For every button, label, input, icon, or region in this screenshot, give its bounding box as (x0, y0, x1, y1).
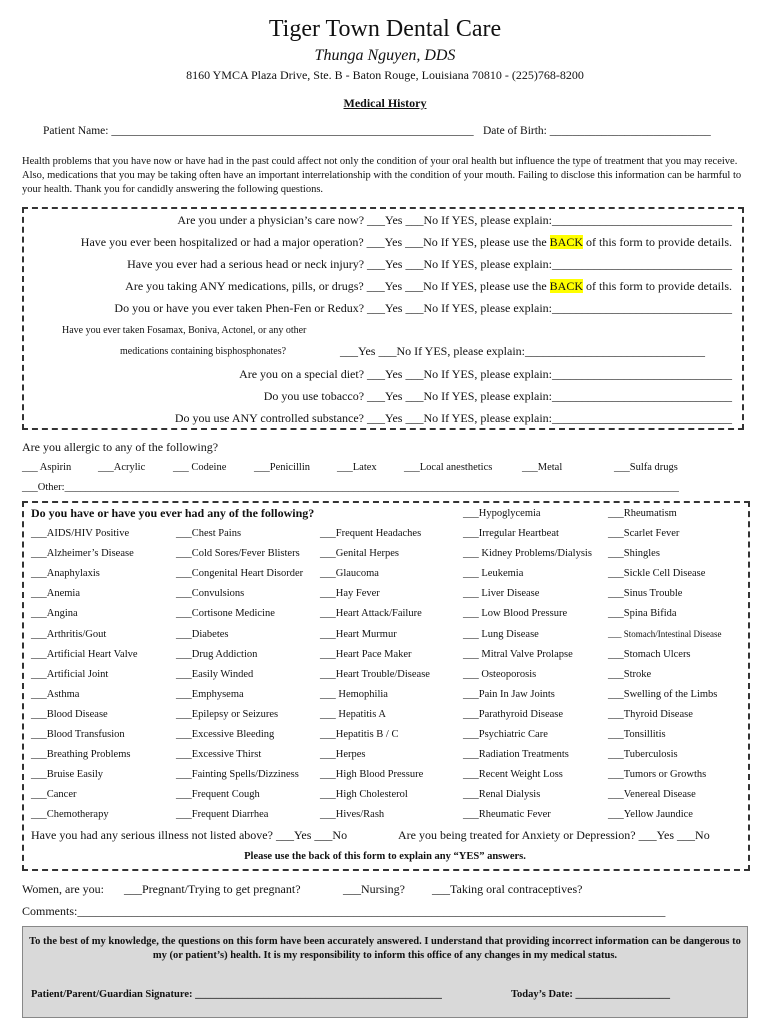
question-head-injury[interactable]: Have you ever had a serious head or neck injury? ___Yes ___No If YES, please explain:______________________________ (127, 257, 732, 271)
condition-checkbox[interactable]: ___Glaucoma (320, 568, 379, 580)
condition-checkbox[interactable]: ___Breathing Problems (31, 749, 131, 761)
attestation-box (22, 926, 748, 1018)
condition-checkbox[interactable]: ___Alzheimer’s Disease (31, 548, 134, 560)
question-hospitalized[interactable] (81, 235, 732, 250)
condition-checkbox[interactable]: ___Diabetes (176, 628, 229, 640)
condition-checkbox[interactable]: ___Excessive Thirst (176, 749, 262, 761)
question-bisphosphonates-line1: Have you ever taken Fosamax, Boniva, Actonel, or any other (62, 325, 307, 336)
allergy-metal[interactable]: ___Metal (522, 462, 563, 473)
condition-checkbox[interactable]: ___Frequent Diarrhea (176, 809, 269, 821)
allergy-question: Are you allergic to any of the following? (22, 440, 219, 454)
question-serious-illness[interactable]: Have you had any serious illness not listed above? ___Yes ___No (31, 828, 348, 842)
condition-checkbox[interactable]: ___Renal Dialysis (463, 789, 541, 801)
condition-checkbox[interactable]: ___Shingles (608, 548, 660, 560)
attestation-text: To the best of my knowledge, the questions on this form have been accurately answered. I understand that providing incorrect information can be dangerous to my (or patient’s) health. It is my responsibility to inform this office of any changes in my medical status. (29, 936, 741, 961)
condition-checkbox[interactable]: ___Heart Attack/Failure (320, 608, 422, 620)
condition-checkbox[interactable]: ___Genital Herpes (320, 548, 400, 560)
condition-checkbox[interactable]: ___Tumors or Growths (608, 769, 707, 781)
allergy-acrylic[interactable]: ___Acrylic (98, 462, 146, 473)
condition-checkbox[interactable]: ___Cortisone Medicine (176, 608, 275, 620)
condition-checkbox[interactable]: ___ Lung Disease (463, 628, 539, 640)
condition-checkbox[interactable]: ___Tonsillitis (608, 729, 666, 740)
condition-checkbox[interactable]: ___ Hepatitis A (320, 708, 386, 720)
condition-checkbox[interactable]: ___Chemotherapy (31, 809, 109, 821)
condition-checkbox[interactable]: ___Recent Weight Loss (463, 769, 563, 781)
condition-checkbox[interactable]: ___Spina Bifida (608, 608, 677, 620)
conditions-heading: Do you have or have you ever had any of the following? (31, 506, 315, 520)
condition-checkbox[interactable]: ___Artificial Heart Valve (31, 648, 138, 660)
question-anxiety-depression[interactable]: Are you being treated for Anxiety or Depression? ___Yes ___No (398, 828, 710, 842)
condition-checkbox[interactable]: ___Hepatitis B / C (320, 729, 399, 740)
back-highlight: BACK (549, 279, 584, 293)
practice-address: 8160 YMCA Plaza Drive, Ste. B - Baton Rouge, Louisiana 70810 - (225)768-8200 (186, 68, 584, 82)
condition-checkbox[interactable]: ___High Blood Pressure (320, 769, 424, 781)
todays-date-field[interactable]: Today’s Date: __________________ (511, 989, 671, 1000)
condition-checkbox[interactable]: ___Stomach Ulcers (608, 648, 691, 660)
condition-checkbox[interactable]: ___Angina (31, 608, 78, 620)
question-tobacco[interactable]: Do you use tobacco? ___Yes ___No If YES, please explain:______________________________ (263, 389, 732, 403)
condition-checkbox[interactable]: ___Epilepsy or Seizures (176, 708, 279, 720)
signature-field[interactable]: Patient/Parent/Guardian Signature: _______________________________________________ (31, 989, 442, 1000)
condition-checkbox[interactable]: ___Excessive Bleeding (176, 729, 275, 740)
question-bisphosphonates-line2: medications containing bisphosphonates? (120, 346, 287, 357)
condition-checkbox[interactable]: ___Hives/Rash (320, 809, 385, 821)
comments-field[interactable]: Comments:__________________________________________________________________________________________________ (22, 904, 666, 918)
condition-checkbox[interactable]: ___Convulsions (176, 588, 245, 600)
condition-checkbox[interactable]: ___ Liver Disease (463, 588, 540, 600)
allergy-local-anesthetics[interactable]: ___Local anesthetics (404, 462, 493, 473)
patient-name-field[interactable]: Patient Name: _______________________________________________________________ (43, 125, 474, 137)
condition-checkbox[interactable]: ___Asthma (31, 688, 80, 700)
question-bisphosphonates-answer[interactable]: ___Yes ___No If YES, please explain:______________________________ (340, 344, 705, 358)
condition-checkbox[interactable]: ___Yellow Jaundice (608, 809, 693, 821)
question-physician-care[interactable]: Are you under a physician’s care now? ___Yes ___No If YES, please explain:______________________________ (177, 213, 732, 227)
condition-checkbox[interactable]: ___Drug Addiction (176, 648, 258, 660)
condition-hypoglycemia[interactable]: ___Hypoglycemia (463, 508, 541, 519)
question-special-diet[interactable]: Are you on a special diet? ___Yes ___No If YES, please explain:______________________________ (239, 367, 732, 381)
condition-checkbox[interactable]: ___Heart Trouble/Disease (320, 668, 430, 680)
women-contraceptives[interactable]: ___Taking oral contraceptives? (432, 882, 583, 896)
condition-checkbox[interactable]: ___Parathyroid Disease (463, 708, 564, 720)
allergy-latex[interactable]: ___Latex (337, 462, 377, 473)
condition-checkbox[interactable]: ___Congenital Heart Disorder (176, 568, 304, 580)
condition-checkbox[interactable]: ___Heart Pace Maker (320, 648, 412, 660)
condition-rheumatism[interactable]: ___Rheumatism (608, 508, 677, 519)
condition-checkbox[interactable]: ___Irregular Heartbeat (463, 528, 559, 539)
condition-checkbox[interactable]: ___Easily Winded (176, 668, 254, 680)
condition-checkbox[interactable]: ___Anemia (31, 588, 80, 600)
condition-checkbox[interactable]: ___ Stomach/Intestinal Disease (608, 628, 722, 639)
condition-checkbox[interactable]: ___Chest Pains (176, 528, 242, 539)
condition-checkbox[interactable]: ___ Leukemia (463, 568, 524, 580)
condition-checkbox[interactable]: ___Swelling of the Limbs (608, 688, 718, 700)
condition-checkbox[interactable]: ___Stroke (608, 668, 652, 680)
condition-checkbox[interactable]: ___Herpes (320, 749, 366, 761)
condition-checkbox[interactable]: ___ Mitral Valve Prolapse (463, 648, 573, 660)
condition-checkbox[interactable]: ___Cold Sores/Fever Blisters (176, 548, 300, 560)
women-pregnant[interactable]: ___Pregnant/Trying to get pregnant? (124, 882, 301, 896)
condition-checkbox[interactable]: ___Sinus Trouble (608, 588, 683, 600)
explain-yes-note: Please use the back of this form to explain any “YES” answers. (244, 851, 526, 862)
condition-checkbox[interactable]: ___Anaphylaxis (31, 568, 100, 580)
condition-checkbox[interactable]: ___Sickle Cell Disease (608, 568, 706, 580)
condition-checkbox[interactable]: ___Blood Transfusion (31, 729, 125, 740)
question-medications-text: Are you taking ANY medications, pills, or drugs? ___Yes ___No If YES, please use the (125, 279, 550, 293)
condition-checkbox[interactable]: ___ Kidney Problems/Dialysis (463, 548, 592, 560)
practice-name: Tiger Town Dental Care (268, 16, 502, 42)
question-medications[interactable] (125, 279, 732, 294)
allergy-penicillin[interactable]: ___Penicillin (254, 462, 310, 473)
condition-checkbox[interactable]: ___Cancer (31, 789, 77, 801)
question-phen-fen[interactable]: Do you or have you ever taken Phen-Fen or Redux? ___Yes ___No If YES, please explain:______________________________ (114, 301, 732, 315)
condition-checkbox[interactable]: ___Tuberculosis (608, 749, 678, 761)
condition-checkbox[interactable]: ___AIDS/HIV Positive (31, 528, 130, 539)
condition-checkbox[interactable]: ___Emphysema (176, 688, 244, 700)
condition-checkbox[interactable]: ___ Low Blood Pressure (463, 608, 568, 620)
condition-checkbox[interactable]: ___Bruise Easily (31, 769, 104, 781)
condition-checkbox[interactable]: ___ Osteoporosis (463, 668, 537, 680)
allergy-aspirin[interactable]: ___ Aspirin (22, 462, 72, 473)
question-medications-tail: of this form to provide details. (583, 279, 732, 293)
doctor-name: Thunga Nguyen, DDS (314, 47, 456, 64)
condition-checkbox[interactable]: ___Rheumatic Fever (463, 809, 551, 821)
condition-checkbox[interactable]: ___Frequent Headaches (320, 528, 422, 539)
condition-checkbox[interactable]: ___Pain In Jaw Joints (463, 688, 555, 700)
condition-checkbox[interactable]: ___High Cholesterol (320, 789, 408, 801)
condition-checkbox[interactable]: ___Arthritis/Gout (31, 628, 107, 640)
back-highlight: BACK (549, 235, 584, 249)
condition-checkbox[interactable]: ___Blood Disease (31, 708, 108, 720)
intro-paragraph: Health problems that you have now or have had in the past could affect not only the condition of your oral health but influence the type of treatment that you may receive. Also, medications that you may be taking often have an important interrelationship with the condition of your mouth. Failing to disclose this information can be harmful to your health. Thank you for candidly answering the following questions. (22, 156, 742, 195)
condition-checkbox[interactable]: ___Hay Fever (320, 588, 380, 600)
allergy-codeine[interactable]: ___ Codeine (173, 462, 227, 473)
condition-checkbox[interactable]: ___Thyroid Disease (608, 708, 693, 720)
condition-checkbox[interactable]: ___Psychiatric Care (463, 729, 548, 740)
question-hospitalized-text: Have you ever been hospitalized or had a major operation? ___Yes ___No If YES, please use the (80, 235, 550, 249)
condition-checkbox[interactable]: ___Venereal Disease (608, 789, 696, 801)
condition-checkbox[interactable]: ___Fainting Spells/Dizziness (176, 769, 299, 781)
condition-checkbox[interactable]: ___Radiation Treatments (463, 749, 569, 761)
condition-checkbox[interactable]: ___Artificial Joint (31, 668, 109, 680)
women-nursing[interactable]: ___Nursing? (343, 882, 405, 896)
form-title: Medical History (343, 96, 427, 110)
date-of-birth-field[interactable]: Date of Birth: ____________________________ (483, 125, 711, 137)
condition-checkbox[interactable]: ___ Hemophilia (320, 688, 388, 700)
question-hospitalized-tail: of this form to provide details. (583, 235, 732, 249)
allergy-other[interactable]: ___Other:_____________________________________________________________________________________________________________________ (22, 482, 679, 493)
condition-checkbox[interactable]: ___Frequent Cough (176, 789, 260, 801)
women-label: Women, are you: (22, 882, 105, 896)
question-controlled-substance[interactable]: Do you use ANY controlled substance? ___Yes ___No If YES, please explain:______________________________ (174, 411, 732, 425)
allergy-sulfa-drugs[interactable]: ___Sulfa drugs (614, 462, 678, 473)
condition-checkbox[interactable]: ___Heart Murmur (320, 628, 397, 640)
condition-checkbox[interactable]: ___Scarlet Fever (608, 528, 680, 539)
